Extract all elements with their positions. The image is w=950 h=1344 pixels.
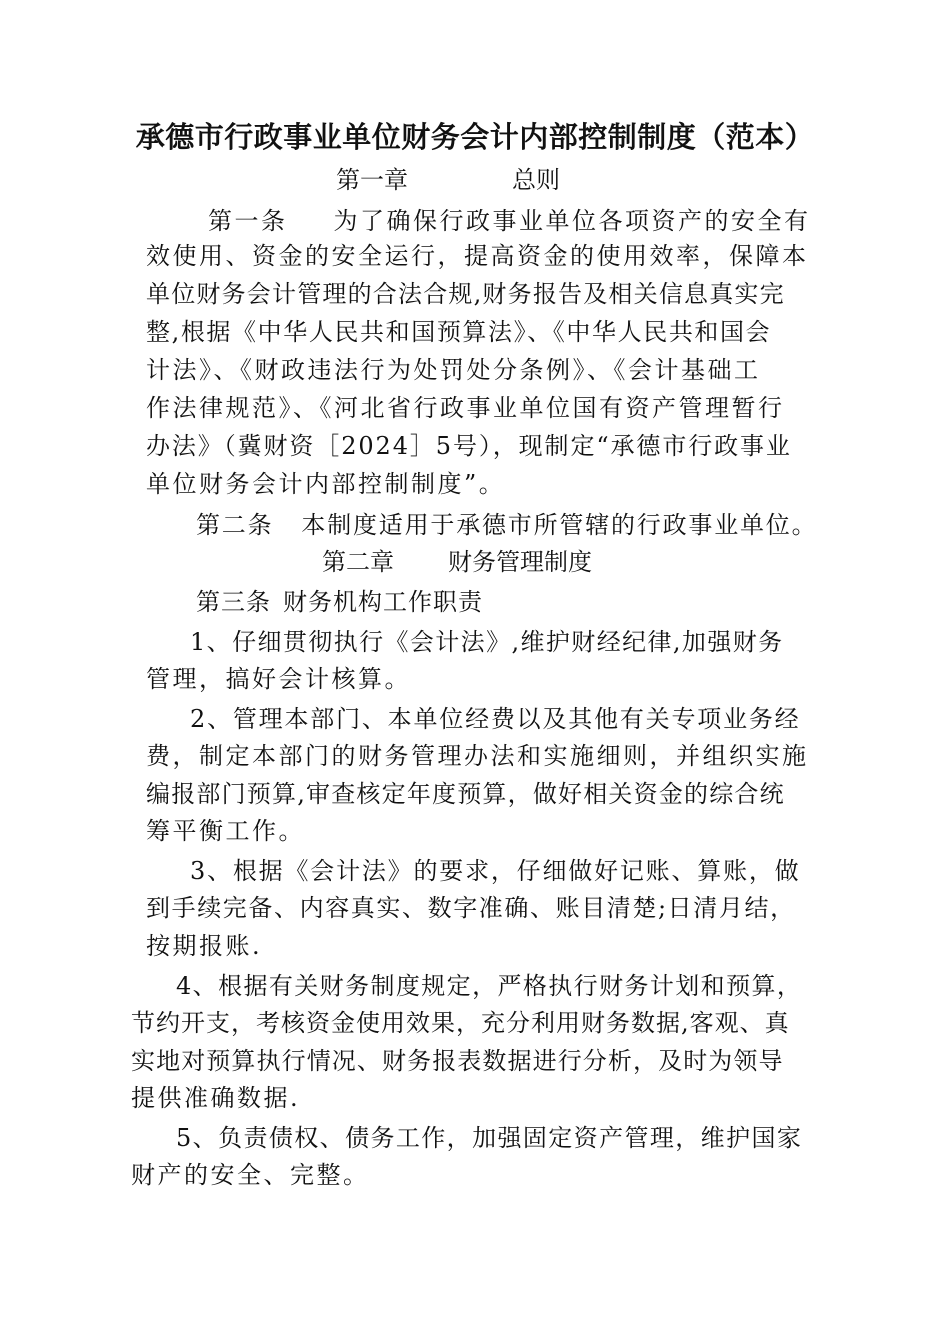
article-1-line-5: 计法》、《财政违法行为处罚处分条例》、《会计基础工 — [146, 356, 761, 384]
article-3-label: 第三条 — [196, 588, 271, 616]
article-1-line-7: 办法》（冀财资［2024］5号），现制定“承德市行政事业 — [146, 432, 792, 460]
item-1-line-1: 1、仔细贯彻执行《会计法》,维护财经纪律,加强财务 — [190, 628, 784, 656]
item-3-line-2: 到手续完备、内容真实、数字准确、账目清楚;日清月结， — [146, 894, 796, 922]
article-1-label: 第一条 — [208, 207, 288, 235]
article-2-label: 第二条 — [196, 511, 274, 539]
item-5-line-2: 财产的安全、完整。 — [131, 1161, 370, 1189]
article-3-text: 财务机构工作职责 — [283, 588, 483, 616]
article-1-line-1 — [208, 204, 811, 238]
item-5-line-1: 5、负责债权、债务工作，加强固定资产管理，维护国家 — [176, 1124, 803, 1152]
chapter-2-name: 财务管理制度 — [448, 548, 592, 576]
item-2-line-2: 费，制定本部门的财务管理办法和实施细则，并组织实施 — [146, 742, 809, 770]
item-2-line-4: 筹平衡工作。 — [146, 817, 305, 845]
article-1-text-1: 为了确保行政事业单位各项资产的安全有 — [333, 207, 811, 235]
chapter-2-heading — [322, 545, 592, 579]
article-1-line-6: 作法律规范》、《河北省行政事业单位国有资产管理暂行 — [146, 394, 785, 422]
item-2-line-1: 2、管理本部门、本单位经费以及其他有关专项业务经 — [190, 705, 801, 733]
item-4-line-1: 4、根据有关财务制度规定，严格执行财务计划和预算， — [176, 972, 803, 1000]
article-3-line — [196, 585, 483, 619]
article-1-line-2: 效使用、资金的安全运行，提高资金的使用效率，保障本 — [146, 242, 809, 270]
chapter-2-number: 第二章 — [322, 548, 394, 576]
page-title: 承德市行政事业单位财务会计内部控制制度（范本） — [135, 120, 815, 154]
article-2-text: 本制度适用于承德市所管辖的行政事业单位。 — [301, 511, 818, 539]
item-4-line-4: 提供准确数据. — [131, 1084, 301, 1112]
chapter-1-number: 第一章 — [336, 166, 408, 194]
article-1-line-8: 单位财务会计内部控制制度”。 — [146, 470, 506, 498]
article-1-line-3: 单位财务会计管理的合法合规,财务报告及相关信息真实完 — [146, 280, 785, 308]
item-1-line-2: 管理，搞好会计核算。 — [146, 665, 411, 693]
item-2-line-3: 编报部门预算,审查核定年度预算，做好相关资金的综合统 — [146, 780, 785, 808]
item-4-line-3: 实地对预算执行情况、财务报表数据进行分析，及时为领导 — [131, 1047, 784, 1075]
item-3-line-1: 3、根据《会计法》的要求，仔细做好记账、算账，做 — [190, 857, 801, 885]
chapter-1-heading — [336, 163, 560, 197]
item-4-line-2: 节约开支，考核资金使用效果，充分利用财务数据,客观、真 — [131, 1009, 790, 1037]
article-2-line — [196, 508, 817, 542]
chapter-1-name: 总则 — [512, 166, 560, 194]
item-3-line-3: 按期报账. — [146, 932, 263, 960]
article-1-line-4: 整,根据《中华人民共和国预算法》、《中华人民共和国会 — [146, 318, 772, 346]
